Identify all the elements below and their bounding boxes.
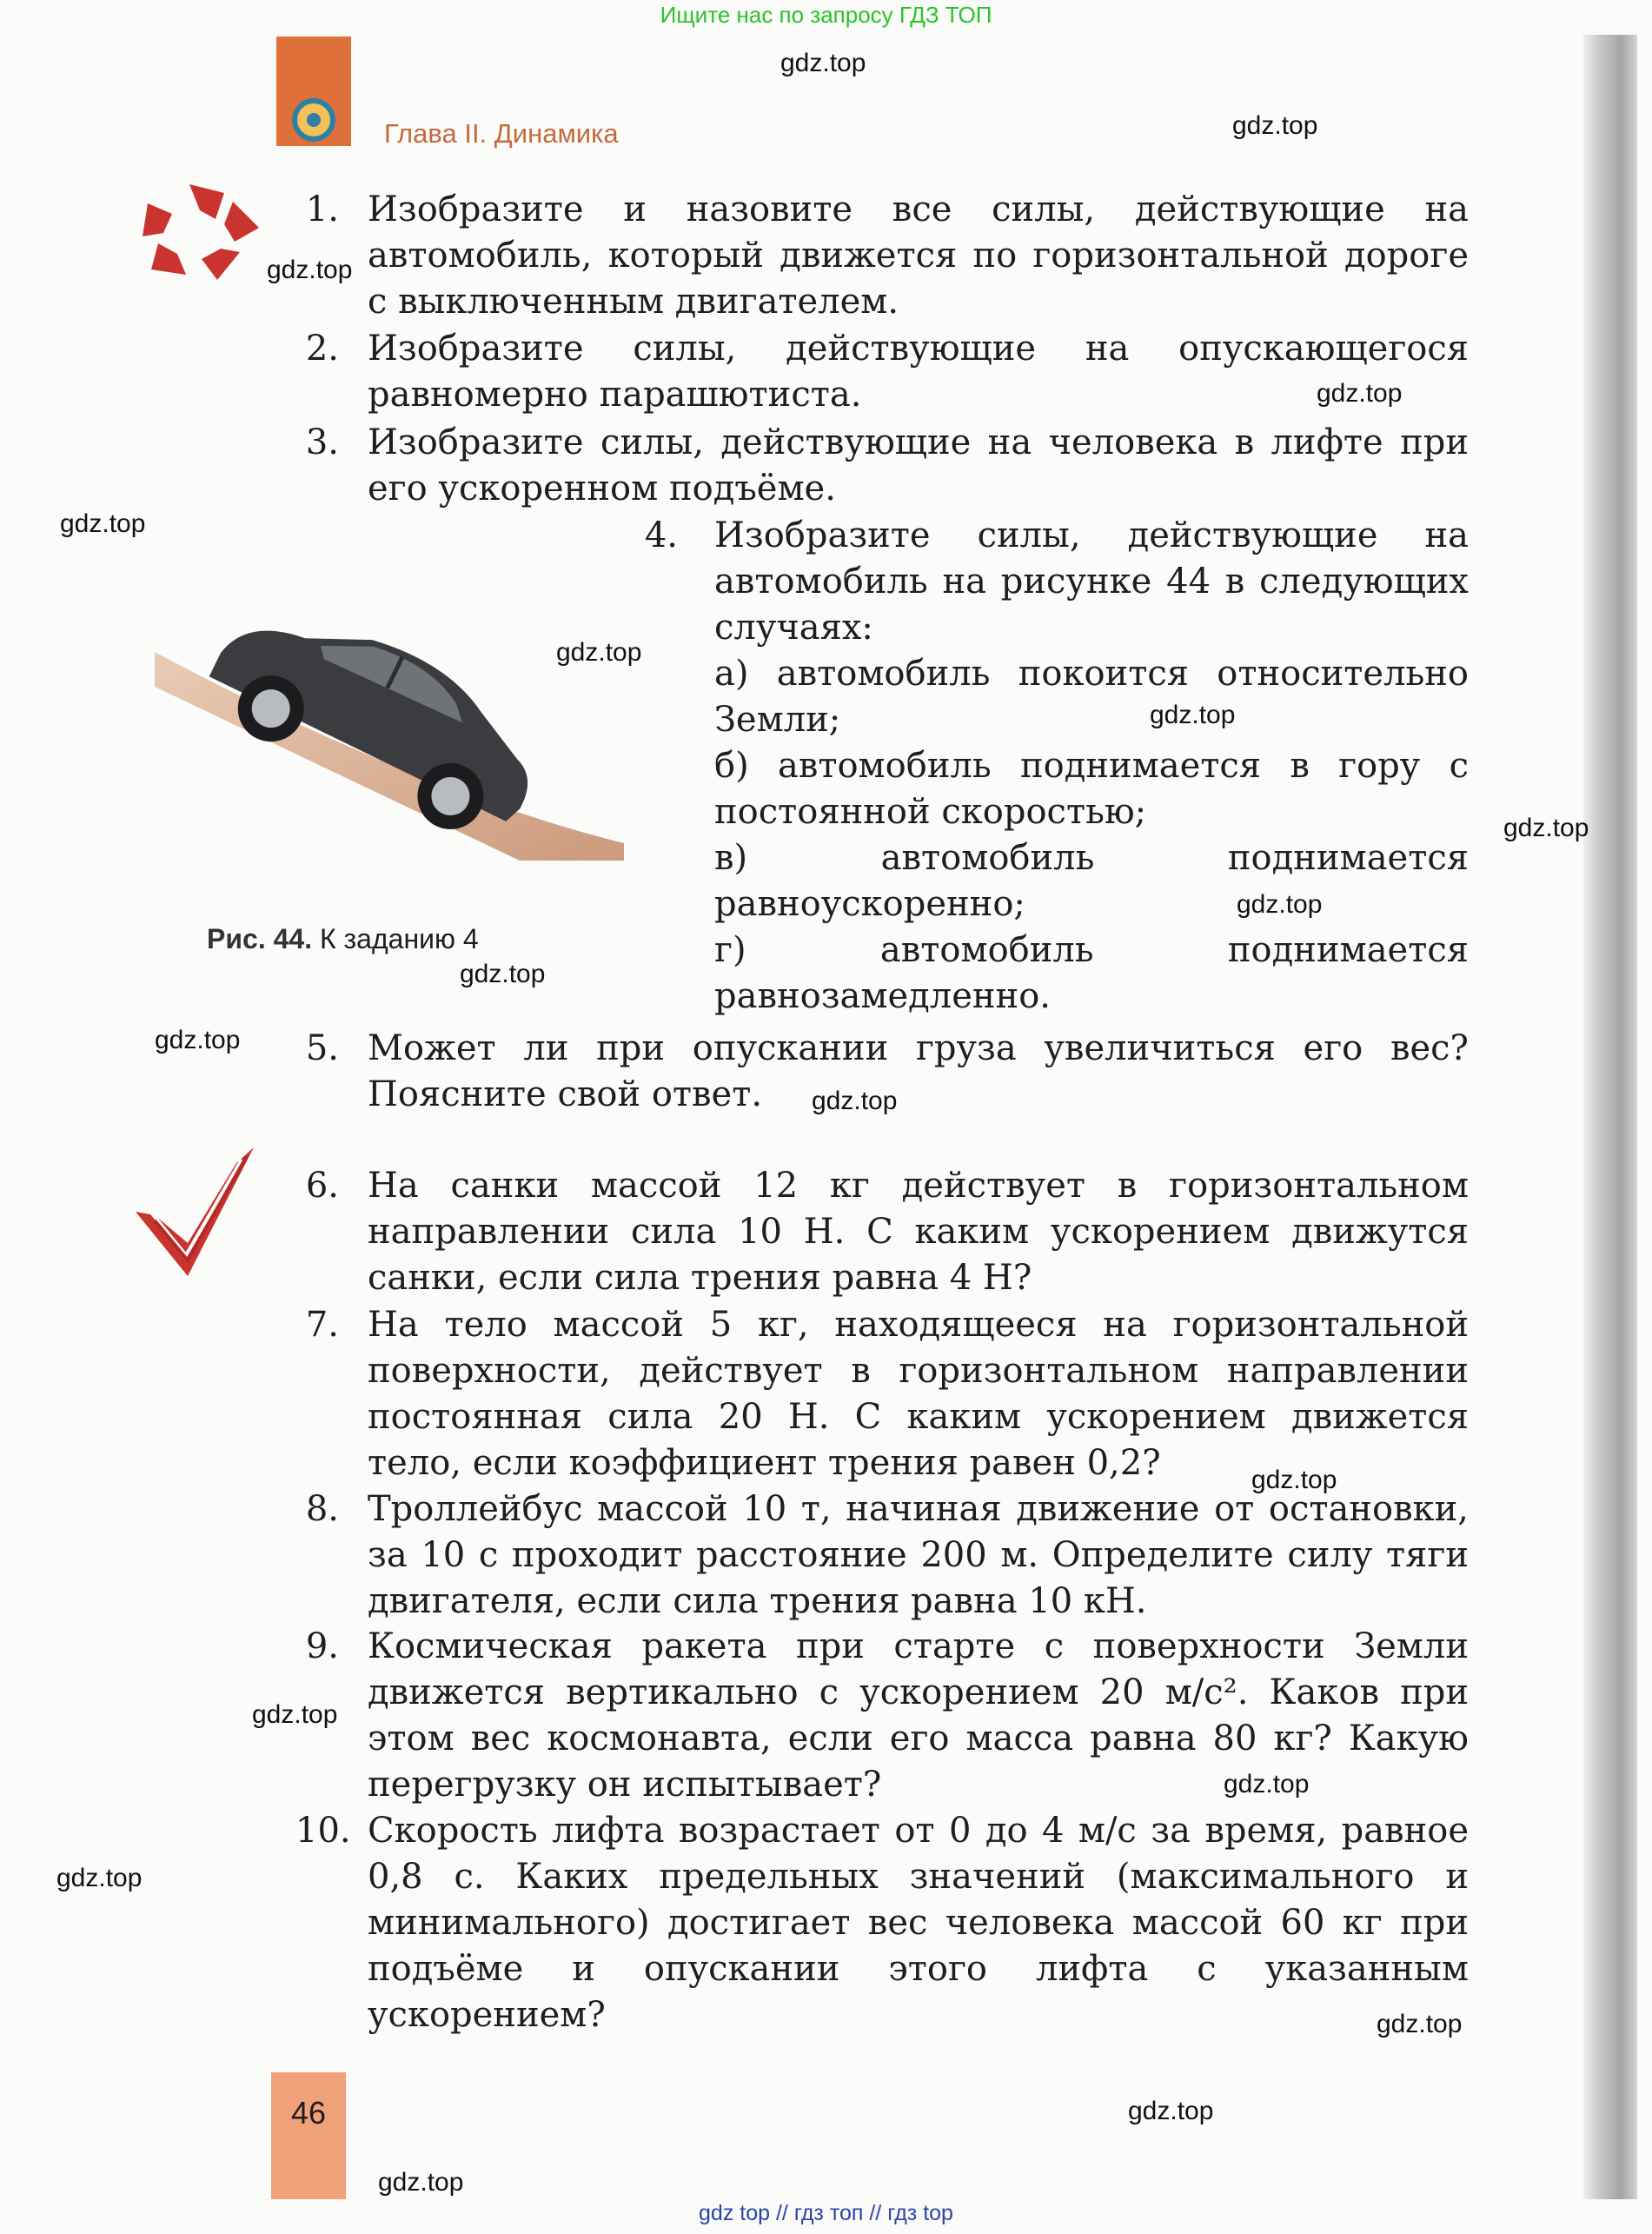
task-text: Может ли при опускании груза увеличиться его вес? Поясните свой ответ. [368,1028,1469,1114]
task-4-case-b: б) автомобиль поднимается в гору с постоянной скоростью; [714,746,1469,832]
chapter-title: Глава II. Динамика [384,118,619,149]
watermark: gdz.top [378,2168,464,2197]
task-text: Троллейбус массой 10 т, начиная движение от остановки, за 10 с проходит расстояние 200 м. Определите силу тяги двигателя, если сила трения равна 10 кН. [368,1489,1469,1621]
task-number: 4. [644,515,678,555]
watermark: gdz.top [1377,2010,1463,2038]
watermark: gdz.top [780,49,866,77]
watermark: gdz.top [267,256,353,284]
footer-links[interactable]: gdz top // гдз топ // гдз top [699,2201,953,2225]
task-text: Изобразите силы, действующие на автомобиль на рисунке 44 в следующих случаях: [714,515,1469,648]
task-number: 3. [305,422,339,462]
task-3 [295,420,1469,512]
task-number: 5. [305,1028,339,1068]
task-number: 9. [305,1626,339,1666]
watermark: gdz.top [155,1026,241,1054]
page-number-tab [271,2072,346,2199]
task-text: Изобразите силы, действующие на человека в лифте при его ускоренном подъёме. [368,422,1469,509]
task-4-case-a: а) автомобиль покоится относительно Земли; [714,654,1469,740]
figure-44-car-on-slope [155,600,624,861]
book-spine [1583,35,1637,2199]
task-number: 6. [305,1166,339,1206]
chapter-emblem-icon [276,37,351,146]
task-8 [295,1486,1469,1625]
task-4-case-d: г) автомобиль поднимается равнозамедленно. [714,930,1469,1016]
watermark: gdz.top [812,1087,898,1115]
watermark: gdz.top [556,638,642,667]
watermark: gdz.top [1232,111,1318,140]
task-6 [295,1163,1469,1301]
top-banner[interactable]: Ищите нас по запросу ГДЗ ТОП [660,2,992,28]
task-4 [644,513,1469,1020]
task-4-case-c: в) автомобиль поднимается равноускоренно; [714,838,1469,924]
figure-caption-text: К заданию 4 [319,923,479,954]
task-text: Скорость лифта возрастает от 0 до 4 м/с за время, равное 0,8 с. Каких предельных значений (максимального и минимального) достигает вес человека массой 60 кг при подъёме и опускании этого лифта с указанным ускорением? [368,1811,1469,2035]
watermark: gdz.top [1224,1770,1310,1799]
task-2 [295,326,1469,418]
watermark: gdz.top [1150,701,1236,729]
task-10 [295,1808,1469,2038]
task-number: 1. [305,189,339,229]
figure-label: Рис. 44. [207,923,313,954]
task-text: На тело массой 5 кг, находящееся на горизонтальной поверхности, действует в горизонтальном направлении постоянная сила 20 Н. С каким ускорением движется тело, если коэффициент трения равен 0,2? [368,1305,1469,1483]
watermark: gdz.top [56,1864,143,1892]
watermark: gdz.top [1128,2097,1214,2125]
task-number: 2. [305,329,339,369]
watermark: gdz.top [1237,890,1323,919]
watermark: gdz.top [460,960,546,988]
figure-caption [207,923,479,955]
watermark: gdz.top [1317,379,1403,408]
watermark: gdz.top [252,1700,338,1729]
watermark: gdz.top [1503,814,1589,842]
exercise-section-icon [137,184,259,282]
task-7 [295,1302,1469,1486]
chapter-tab [276,37,351,146]
task-text: Изобразите и назовите все силы, действующие на автомобиль, который движется по горизонтальной дороге с выключенным двигателем. [368,189,1469,322]
watermark: gdz.top [1251,1466,1337,1494]
task-text: Изобразите силы, действующие на опускающегося равномерно парашютиста. [368,329,1469,415]
task-number: 10. [295,1811,351,1851]
task-text: Космическая ракета при старте с поверхности Земли движется вертикально с ускорением 20 м/с². Каков при этом вес космонавта, если его масса равна 80 кг? Какую перегрузку он испытывает? [368,1626,1469,1805]
task-number: 7. [305,1305,339,1345]
page-number: 46 [290,2095,327,2131]
task-text: На санки массой 12 кг действует в горизонтальном направлении сила 10 Н. С каким ускорением движутся санки, если сила трения равна 4 Н? [368,1166,1469,1298]
task-1 [295,187,1469,325]
checkmark-icon [136,1147,254,1276]
task-number: 8. [305,1489,339,1529]
watermark: gdz.top [60,509,146,538]
